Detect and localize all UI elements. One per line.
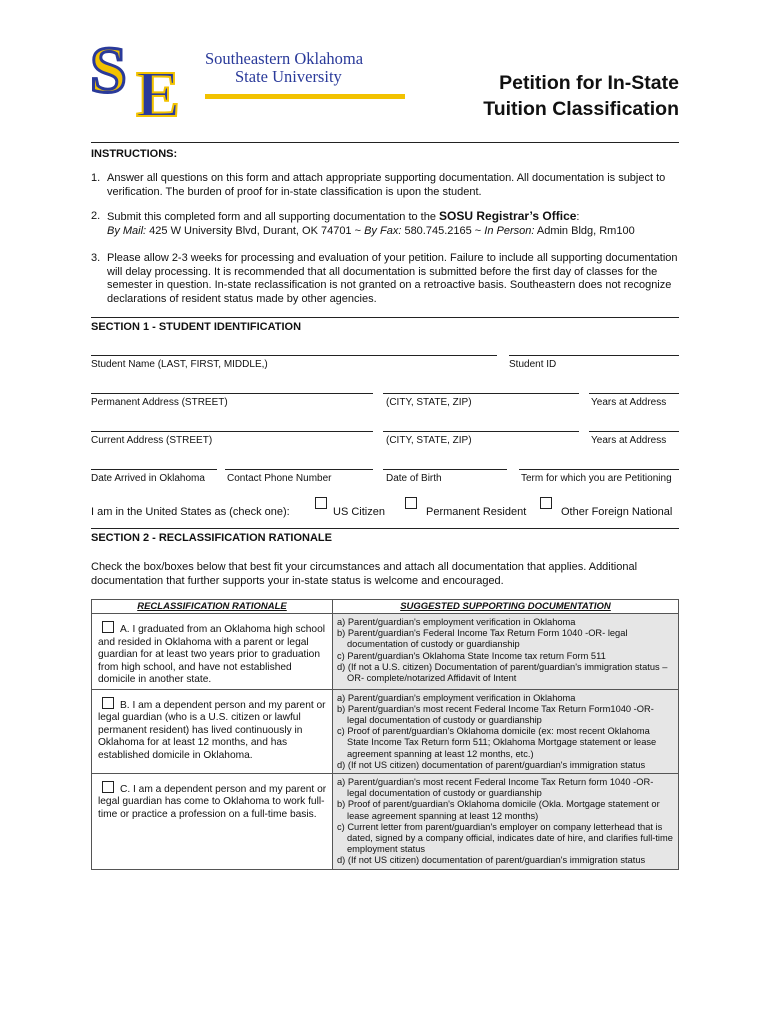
doc-item: c) Current letter from parent/guardian's employer on company letterhead that is dated, signed by a company official, indicates date of hire, and clarifies full-time employment status xyxy=(337,821,673,855)
instruction-text: Please allow 2-3 weeks for processing and evaluation of your petition. Failure to include all supporting documentation will delay processing. It is recommended that all documentation is submitted before the first day of classes for the semester in question. In-state reclassification is not granted on a retroactive basis. Southeastern does not recognize declarations of resident status made by other agencies. xyxy=(107,252,678,305)
doc-item: a) Parent/guardian's most recent Federal Income Tax Return form 1040 -OR- legal documentation of custody or guardianship xyxy=(337,776,654,799)
status-question: I am in the United States as (check one): xyxy=(91,506,290,518)
university-gold-bar xyxy=(205,94,405,99)
in-person-location: Admin Bldg, Rm100 xyxy=(534,224,635,237)
contact-phone-input[interactable] xyxy=(225,469,373,470)
rationale-b-checkbox[interactable] xyxy=(102,697,114,709)
term-label: Term for which you are Petitioning xyxy=(521,473,672,484)
date-arrived-label: Date Arrived in Oklahoma xyxy=(91,473,205,484)
rationale-text: B. I am a dependent person and my parent or legal guardian (who is a U.S. citizen or lawful permanent resident) has lived continuously in Oklahoma for at least 12 months, and has established domicile in Oklahoma. xyxy=(98,699,326,761)
in-person-label: In Person: xyxy=(484,224,535,237)
doc-item: d) (If not US citizen) documentation of parent/guardian's immigration status xyxy=(337,855,646,866)
university-logo-mark xyxy=(88,34,200,118)
current-street-input[interactable] xyxy=(91,431,373,432)
instruction-text: Submit this completed form and all supporting documentation to the xyxy=(107,211,440,223)
mail-label: By Mail: xyxy=(107,224,147,237)
date-arrived-input[interactable] xyxy=(91,469,217,470)
current-street-label: Current Address (STREET) xyxy=(91,435,213,446)
doc-item: d) (If not a U.S. citizen) Documentation of parent/guardian's immigration status –OR- complete/notarized Affidavit of Intent xyxy=(337,661,668,684)
university-name-line1: Southeastern Oklahoma xyxy=(205,49,364,68)
permanent-city-input[interactable] xyxy=(383,393,579,394)
current-city-input[interactable] xyxy=(383,431,579,432)
contact-phone-label: Contact Phone Number xyxy=(227,473,332,484)
instruction-number: 2. xyxy=(91,210,101,222)
documentation-cell xyxy=(333,614,679,690)
form-title xyxy=(483,70,679,122)
instruction-item-3 xyxy=(91,252,681,306)
doc-item: b) Parent/guardian's most recent Federal Income Tax Return Form1040 -OR- legal documentation of custody or guardianship xyxy=(337,703,654,725)
student-id-label: Student ID xyxy=(509,359,557,370)
us-citizen-label: US Citizen xyxy=(333,506,385,518)
svg-text:S: S xyxy=(90,34,127,107)
section1-divider xyxy=(91,317,679,318)
university-name-line2: State University xyxy=(235,67,342,86)
form-title-line2: Tuition Classification xyxy=(483,98,679,120)
rationale-c-checkbox[interactable] xyxy=(102,781,114,793)
colon: : xyxy=(576,211,580,223)
form-title-line1: Petition for In-State xyxy=(499,72,679,94)
student-name-input[interactable] xyxy=(91,355,497,356)
table-header-row xyxy=(92,600,679,614)
doc-item: d) (If not US citizen) documentation of parent/guardian's immigration status xyxy=(337,759,646,770)
table-row xyxy=(92,614,679,690)
section1-heading: SECTION 1 - STUDENT IDENTIFICATION xyxy=(91,321,302,333)
instruction-text: Answer all questions on this form and attach appropriate supporting documentation. All documentation is subject to verification. The burden of proof for in-state classification is upon the student. xyxy=(107,172,666,198)
table-row xyxy=(92,689,679,773)
doc-item: c) Proof of parent/guardian's Oklahoma domicile (ex: most recent Oklahoma State Income Tax Return form 511; Oklahoma Mortgage statement or lease agreement spanning at least 12 months, etc.) xyxy=(337,726,657,759)
doc-item: b) Parent/guardian's Federal Income Tax Return Form 1040 -OR- legal documentation of custody or guardianship xyxy=(337,628,628,650)
rationale-cell xyxy=(92,689,333,773)
other-foreign-national-checkbox[interactable] xyxy=(540,497,552,509)
doc-item: c) Parent/guardian's Oklahoma State Income tax return Form 511 xyxy=(337,650,606,661)
documentation-cell xyxy=(333,773,679,869)
permanent-years-label: Years at Address xyxy=(591,397,667,408)
permanent-street-input[interactable] xyxy=(91,393,373,394)
rationale-text: A. I graduated from an Oklahoma high school and resided in Oklahoma with a parent or legal guardian for at least two years prior to graduation from high school, and have not established domicile in another state. xyxy=(98,624,325,685)
documentation-cell xyxy=(333,689,679,773)
section2-intro: Check the box/boxes below that best fit your circumstances and attach all documentation that applies. Additional documentation that further supports your in-state status is welcome and encouraged. xyxy=(91,561,638,587)
rationale-column-header: RECLASSIFICATION RATIONALE xyxy=(92,600,333,614)
doc-item: a) Parent/guardian's employment verification in Oklahoma xyxy=(337,617,576,627)
rationale-a-checkbox[interactable] xyxy=(102,621,114,633)
rationale-cell xyxy=(92,614,333,690)
section2-divider xyxy=(91,528,679,529)
university-name xyxy=(205,50,363,86)
date-of-birth-input[interactable] xyxy=(383,469,507,470)
term-input[interactable] xyxy=(519,469,679,470)
date-of-birth-label: Date of Birth xyxy=(386,473,442,484)
section2-heading: SECTION 2 - RECLASSIFICATION RATIONALE xyxy=(91,532,332,544)
doc-item: b) Proof of parent/guardian's Oklahoma domicile (Okla. Mortgage statement or lease agreement spanning at least 12 months) xyxy=(337,799,660,821)
other-foreign-national-label: Other Foreign National xyxy=(561,506,673,518)
instruction-item-2 xyxy=(91,210,681,238)
permanent-resident-label: Permanent Resident xyxy=(426,506,527,518)
instruction-number: 1. xyxy=(91,172,101,184)
current-years-input[interactable] xyxy=(589,431,679,432)
doc-item: a) Parent/guardian's employment verification in Oklahoma xyxy=(337,692,576,703)
permanent-city-label: (CITY, STATE, ZIP) xyxy=(386,397,472,408)
permanent-years-input[interactable] xyxy=(589,393,679,394)
current-city-label: (CITY, STATE, ZIP) xyxy=(386,435,472,446)
student-id-input[interactable] xyxy=(509,355,679,356)
table-row xyxy=(92,773,679,869)
us-citizen-checkbox[interactable] xyxy=(315,497,327,509)
rationale-cell xyxy=(92,773,333,869)
header-divider xyxy=(91,142,679,143)
registrar-office-name: SOSU Registrar’s Office xyxy=(439,209,577,223)
documentation-column-header: SUGGESTED SUPPORTING DOCUMENTATION xyxy=(333,600,679,614)
fax-label: By Fax: xyxy=(364,224,402,237)
fax-number: 580.745.2165 ~ xyxy=(401,224,485,237)
instructions-heading: INSTRUCTIONS: xyxy=(91,148,178,160)
reclassification-table xyxy=(91,599,679,870)
student-name-label: Student Name (LAST, FIRST, MIDDLE,) xyxy=(91,359,268,370)
instruction-item-1 xyxy=(91,172,681,199)
mail-address: 425 W University Blvd, Durant, OK 74701 ~ xyxy=(146,224,365,237)
permanent-resident-checkbox[interactable] xyxy=(405,497,417,509)
rationale-text: C. I am a dependent person and my parent or legal guardian has come to Oklahoma to work full-time or practice a profession on a full-time basis. xyxy=(98,783,327,820)
current-years-label: Years at Address xyxy=(591,435,667,446)
svg-text:E: E xyxy=(136,58,181,118)
permanent-street-label: Permanent Address (STREET) xyxy=(91,397,228,408)
instruction-number: 3. xyxy=(91,252,101,264)
